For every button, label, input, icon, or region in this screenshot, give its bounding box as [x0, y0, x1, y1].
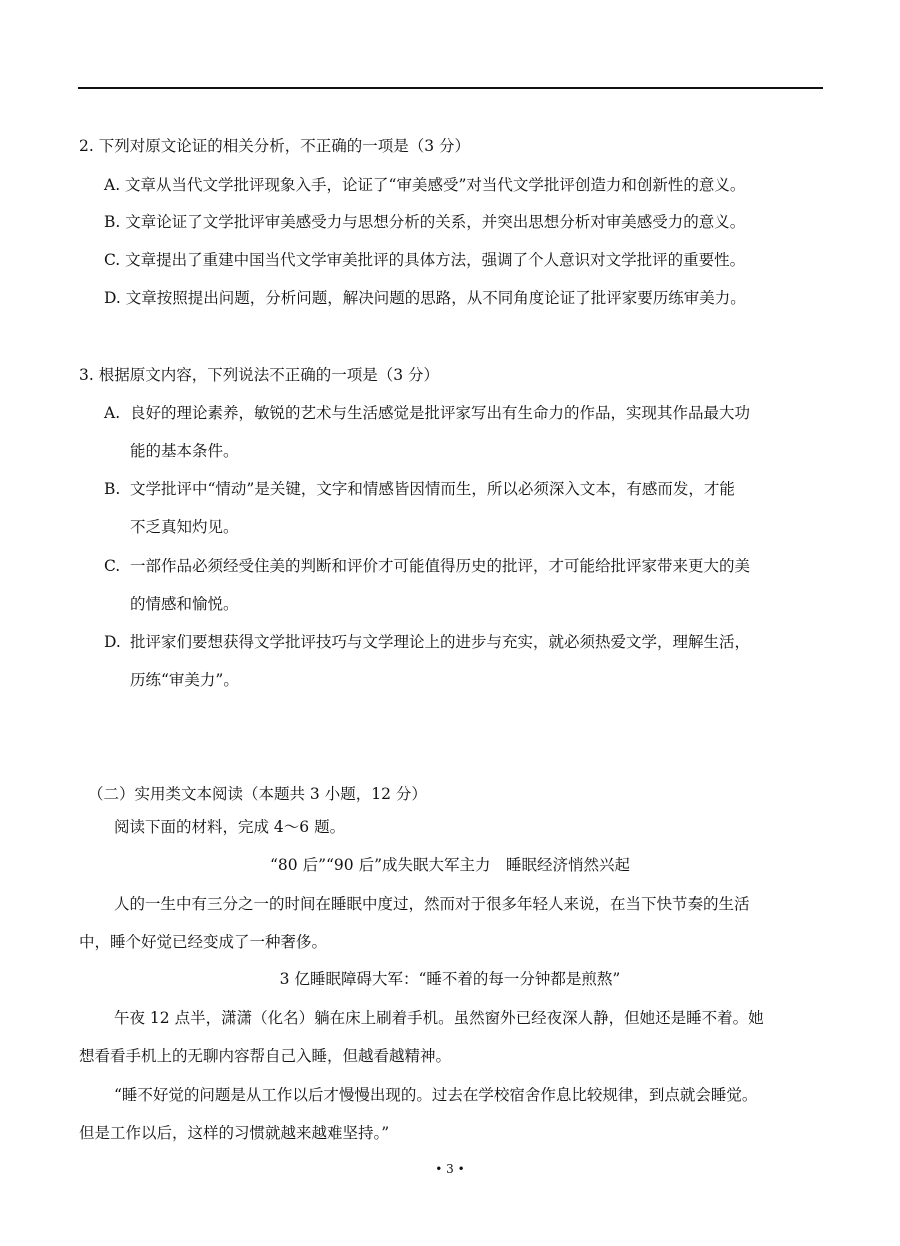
q2-option-d: D. 文章按照提出问题，分析问题，解决问题的思路，从不同角度论证了批评家要历练审美力。 [104, 289, 746, 307]
paragraph-2-line-1: 午夜 12 点半，潇潇（化名）躺在床上刷着手机。虽然窗外已经夜深人静，但她还是睡不着。她 [114, 1009, 764, 1027]
paragraph-1-line-1: 人的一生中有三分之一的时间在睡眠中度过，然而对于很多年轻人来说，在当下快节奏的生活 [114, 895, 750, 913]
q3-option-c-line1: 一部作品必须经受住美的判断和评价才可能值得历史的批评，才可能给批评家带来更大的美 [130, 557, 751, 575]
paragraph-3-line-2: 但是工作以后，这样的习惯就越来越难坚持。” [79, 1124, 390, 1142]
paragraph-3-line-1: “睡不好觉的问题是从工作以后才慢慢出现的。过去在学校宿舍作息比较规律，到点就会睡觉。 [114, 1086, 758, 1104]
q2-option-c: C. 文章提出了重建中国当代文学审美批评的具体方法，强调了个人意识对文学批评的重要性。 [104, 251, 746, 269]
q2-stem: 2. 下列对原文论证的相关分析，不正确的一项是（3 分） [79, 137, 471, 155]
section-heading: （二）实用类文本阅读（本题共 3 小题，12 分） [88, 785, 427, 803]
q3-stem: 3. 根据原文内容，下列说法不正确的一项是（3 分） [79, 366, 440, 384]
q3-option-b-line1: 文学批评中“情动”是关键，文字和情感皆因情而生，所以必须深入文本，有感而发，才能 [130, 480, 735, 498]
q2-option-b: B. 文章论证了文学批评审美感受力与思想分析的关系，并突出思想分析对审美感受力的意义。 [104, 213, 746, 231]
q3-option-a-label: A. [104, 404, 121, 422]
q3-option-c-label: C. [104, 557, 121, 575]
article-title: “80 后”“90 后”成失眠大军主力 睡眠经济悄然兴起 [270, 856, 630, 874]
paragraph-2-line-2: 想看看手机上的无聊内容帮自己入睡，但越看越精神。 [79, 1047, 452, 1065]
q3-option-d-line1: 批评家们要想获得文学批评技巧与文学理论上的进步与充实，就必须热爱文学，理解生活， [130, 633, 751, 651]
q3-option-c-line2: 的情感和愉悦。 [130, 595, 239, 613]
paragraph-1-line-2: 中，睡个好觉已经变成了一种奢侈。 [79, 933, 328, 951]
q3-option-b-label: B. [104, 480, 121, 498]
q2-option-a: A. 文章从当代文学批评现象入手，论证了“审美感受”对当代文学批评创造力和创新性的意义。 [104, 176, 746, 194]
section-instruction: 阅读下面的材料，完成 4～6 题。 [114, 818, 346, 836]
q3-option-d-line2: 历练“审美力”。 [130, 671, 239, 689]
q3-option-b-line2: 不乏真知灼见。 [130, 518, 239, 536]
page-number: • 3 • [435, 1162, 465, 1176]
article-subtitle: 3 亿睡眠障碍大军：“睡不着的每一分钟都是煎熬” [279, 970, 621, 988]
header-rule [78, 87, 823, 89]
q3-option-a-line2: 能的基本条件。 [130, 442, 239, 460]
q3-option-a-line1: 良好的理论素养，敏锐的艺术与生活感觉是批评家写出有生命力的作品，实现其作品最大功 [130, 404, 751, 422]
q3-option-d-label: D. [104, 633, 121, 651]
